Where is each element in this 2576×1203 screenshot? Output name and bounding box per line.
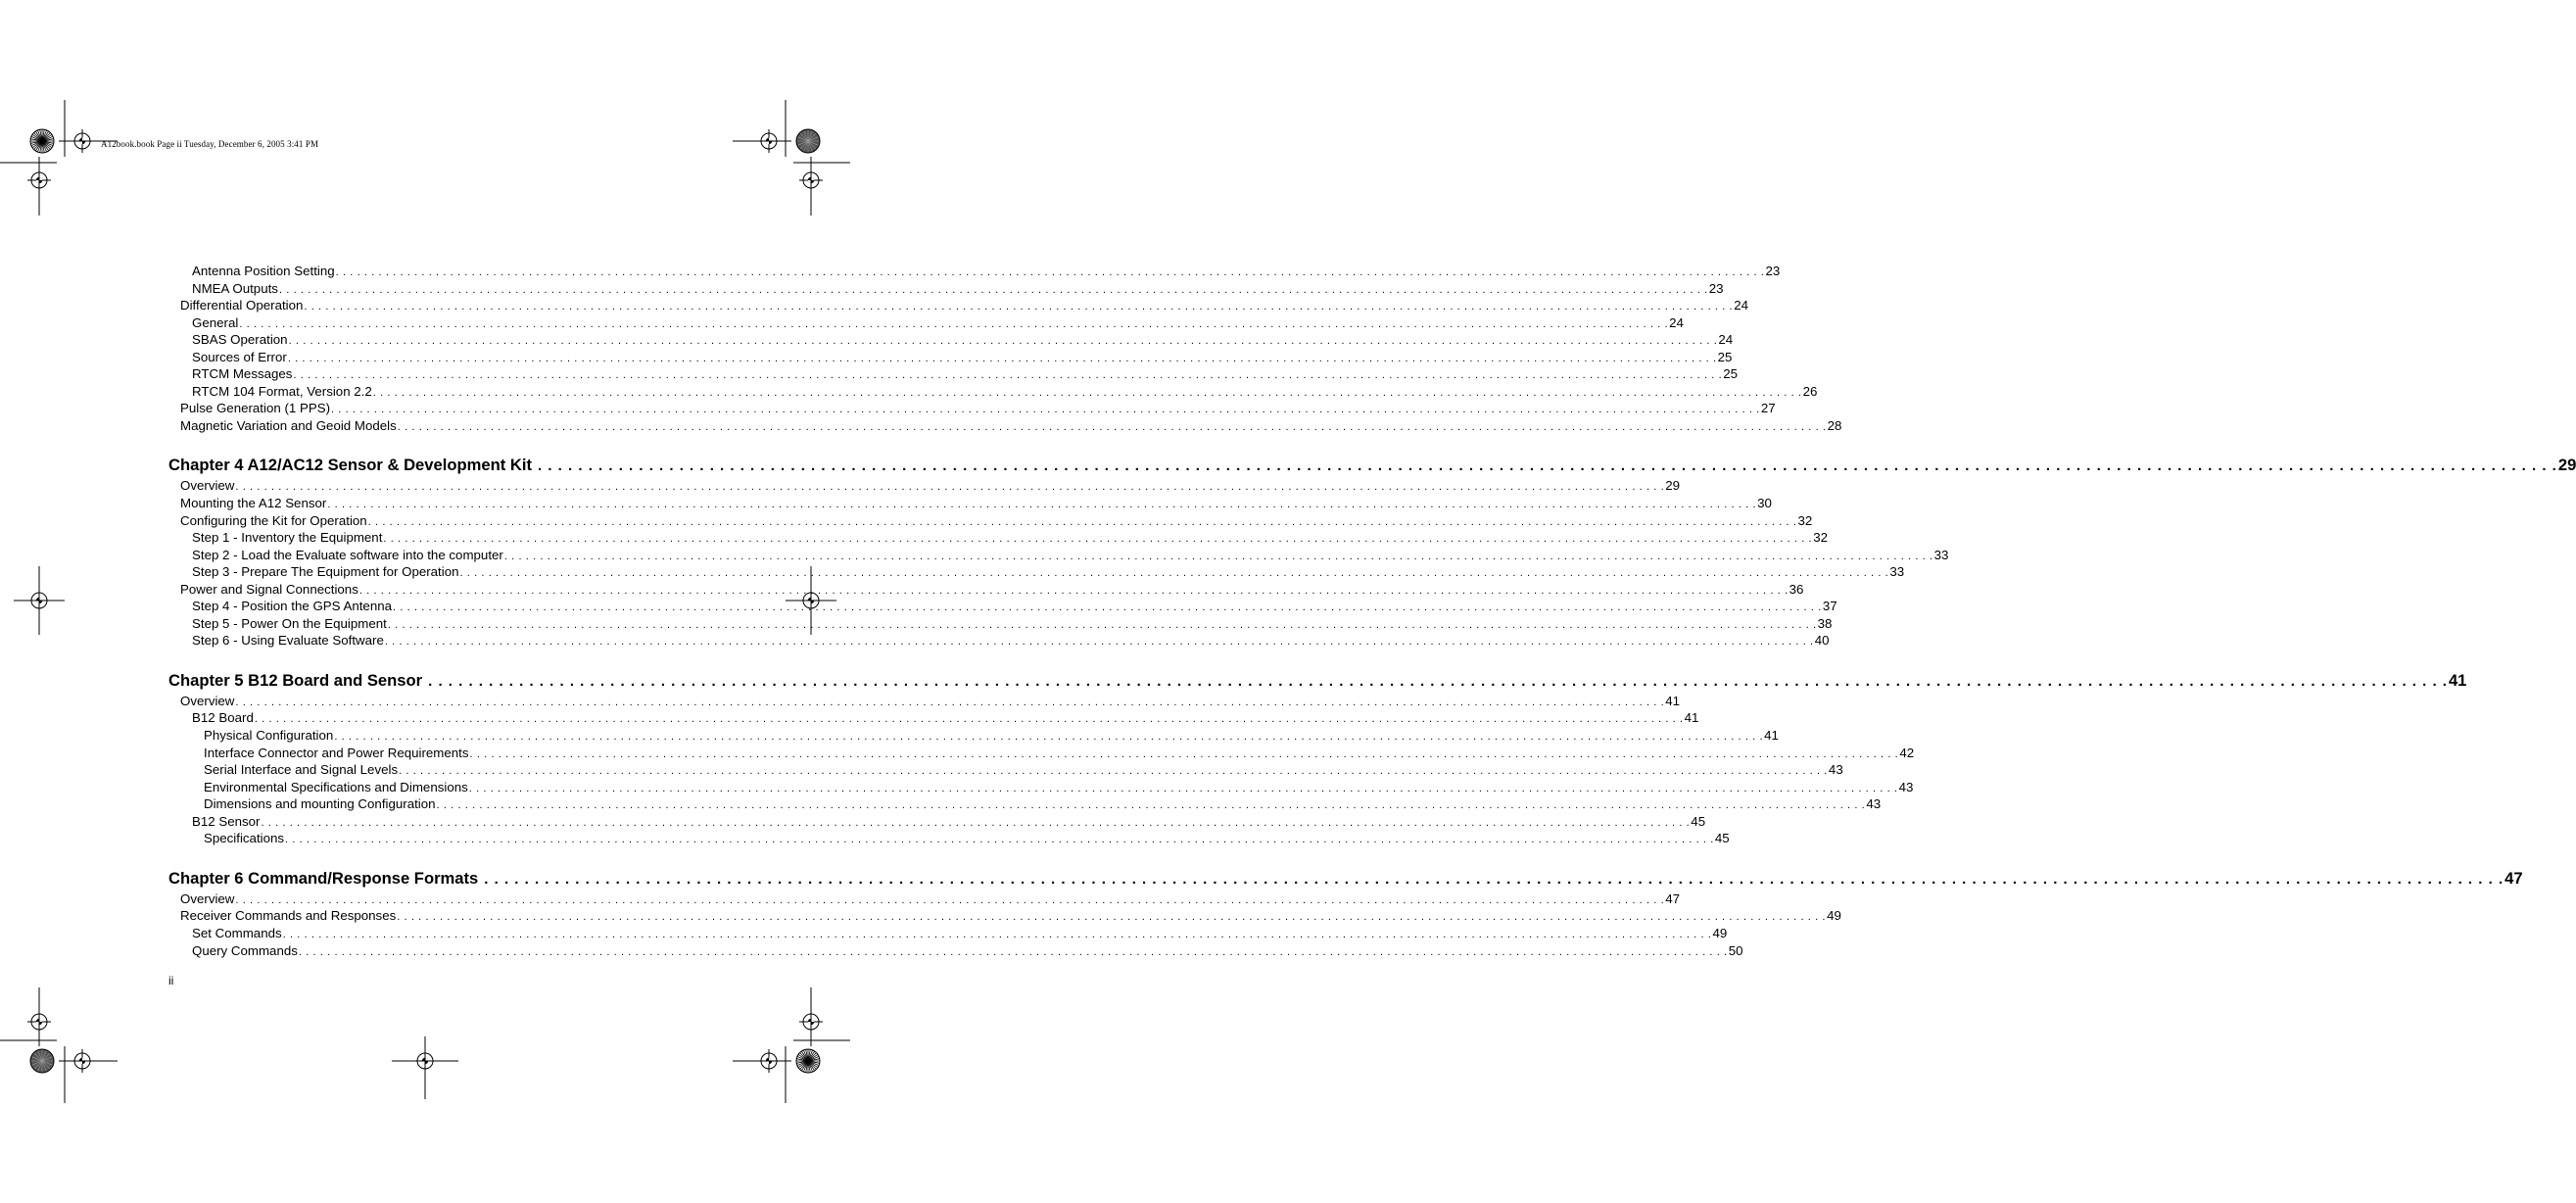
- toc-entry[interactable]: [168, 563, 1905, 581]
- toc-entry[interactable]: [168, 727, 1779, 745]
- toc-chapter-entry[interactable]: [168, 455, 2576, 476]
- toc-entry[interactable]: [168, 383, 1818, 401]
- toc-entry-page: 50: [1728, 942, 1743, 958]
- toc-entry-page: 33: [1933, 547, 1949, 562]
- dot-leader: . . . . . . . . . . . . . . . . . . . . . . . . . . . . . . . . . . . . . . . . . . . . . . . . . . . . . . . . . . . . . . . . . . . . . . . . . . . . . . . . . . . . . . . . . . . . . . . . . . . . . . . . . . . . . . . . . . . . . . . . . . . . . . . . . . . . . . . . . . . . . . . . . . . . . . . . . . . . . . . . . . . . . . . . . . . . . . . . . . . . . . . . . . . . . . . . . . . . . . . .: [235, 893, 1665, 906]
- toc-entry[interactable]: [168, 365, 1739, 383]
- toc-entry-title: Step 6 - Using Evaluate Software: [192, 633, 384, 649]
- toc-entry-title: B12 Board: [192, 710, 254, 726]
- dot-leader: . . . . . . . . . . . . . . . . . . . . . . . . . . . . . . . . . . . . . . . . . . . . . . . . . . . . . . . . . . . . . . . . . . . . . . . . . . . . . . . . . . . . . . . . . . . . . . . . . . . . . . . . . . . . . . . . . . . . . . . . . . . . . . . . . . . . . . . . . . . . . . . . . . . . . . . . . . . . . . . . . . . . . . . . . . . . . . . . . . . . . . . . . . . . . . . . . . . . . . . .: [503, 550, 1933, 562]
- toc-entry-title: SBAS Operation: [192, 332, 288, 348]
- toc-entry-page: 32: [1797, 512, 1813, 528]
- dot-leader: . . . . . . . . . . . . . . . . . . . . . . . . . . . . . . . . . . . . . . . . . . . . . . . . . . . . . . . . . . . . . . . . . . . . . . . . . . . . . . . . . . . . . . . . . . . . . . . . . . . . . . . . . . . . . . . . . . . . . . . . . . . . . . . . . . . . . . . . . . . . . . . . . . . . . . . . . . . . . . . . . . . . . . . . . . . . . . . . . . . . . . . . . . . . . . . . . . . . . . . .: [331, 404, 1760, 416]
- toc-entry-title: Sources of Error: [192, 349, 287, 364]
- toc-entry-page: 41: [1684, 710, 1699, 726]
- toc-entry-title: Serial Interface and Signal Levels: [204, 762, 399, 778]
- toc-entry-page: 49: [1712, 925, 1728, 940]
- color-bar-icon: [30, 1049, 54, 1073]
- toc-entry-title: Specifications: [204, 831, 285, 846]
- toc-entry-title: Overview: [180, 693, 235, 708]
- toc-entry-title: Dimensions and mounting Configuration: [204, 796, 436, 812]
- dot-leader: . . . . . . . . . . . . . . . . . . . . . . . . . . . . . . . . . . . . . . . . . . . . . . . . . . . . . . . . . . . . . . . . . . . . . . . . . . . . . . . . . . . . . . . . . . . . . . . . . . . . . . . . . . . . . . . . . . . . . . . . . . . . . . . . . . . . . . . . . . . . . . . . . . . . . . . . . . . . . . . . . . . . . . . . . . . . . . . . . . . . . . . . . . . . . . . . . . . . . . . .: [278, 283, 1708, 296]
- print-slug: A12book.book Page ii Tuesday, December 6, 2005 3:41 PM: [101, 139, 319, 149]
- toc-entry[interactable]: [168, 890, 1681, 908]
- toc-entry-title: Pulse Generation (1 PPS): [180, 401, 330, 416]
- dot-leader: . . . . . . . . . . . . . . . . . . . . . . . . . . . . . . . . . . . . . . . . . . . . . . . . . . . . . . . . . . . . . . . . . . . . . . . . . . . . . . . . . . . . . . . . . . . . . . . . . . . . . . . . . . . . . . . . . . . . . . . . . . . . . . . . . . . . . . . . . . . . . . . . . . . . . . . . . . . . . . . . . . . . . . . . . . . . . . . . . . . . . . . . . . . . . . . . . . . . . . . .: [293, 369, 1723, 382]
- dot-leader: . . . . . . . . . . . . . . . . . . . . . . . . . . . . . . . . . . . . . . . . . . . . . . . . . . . . . . . . . . . . . . . . . . . . . . . . . . . . . . . . . . . . . . . . . . . . . . . . . . . . . . . . . . . . . . . . . . . . . . . . . . . . . . . . . . . . . . . . . . . . . . . . . . . . . . . . . . . . . . . . . . . . . . . . . . . . . . . . . . . . . . . . . . . . . . . . . . . . . . . .: [335, 266, 1765, 278]
- dot-leader: . . . . . . . . . . . . . . . . . . . . . . . . . . . . . . . . . . . . . . . . . . . . . . . . . . . . . . . . . . . . . . . . . . . . . . . . . . . . . . . . . . . . . . . . . . . . . . . . . . . . . . . . . . . . . . . . . . . . . . . . . . . . . . . . . . . . . . . . . . . . . . . . . . . . . . . . . . . . . . . . . . . . . . . . . . . . . . . . . . . . . . . . . . . . . . . . . . . . . . . .: [285, 834, 1714, 846]
- toc-entry[interactable]: [168, 314, 1684, 332]
- toc-entry[interactable]: [168, 598, 1837, 615]
- toc-entry-title: Query Commands: [192, 942, 298, 958]
- toc-entry-title: Step 5 - Power On the Equipment: [192, 615, 387, 631]
- color-bar-icon: [30, 129, 54, 153]
- toc-entry[interactable]: [168, 795, 1882, 813]
- toc-entry-title: Receiver Commands and Responses: [180, 908, 397, 924]
- dot-leader: . . . . . . . . . . . . . . . . . . . . . . . . . . . . . . . . . . . . . . . . . . . . . . . . . . . . . . . . . . . . . . . . . . . . . . . . . . . . . . . . . . . . . . . . . . . . . . . . . . . . . . . . . . . . . . . . . . . . . . . . . . . . . . . . . . . . . . . . . . . . . . . . . . . . . . . . . . . . . . . . . . . . . . . . . . . . . . . . . . . . . . . . . . . . . . . . . . . . . . . .: [282, 928, 1712, 940]
- dot-leader: . . . . . . . . . . . . . . . . . . . . . . . . . . . . . . . . . . . . . . . . . . . . . . . . . . . . . . . . . . . . . . . . . . . . . . . . . . . . . . . . . . . . . . . . . . . . . . . . . . . . . . . . . . . . . . . . . . . . . . . . . . . . . . . . . . . . . . . . . . . . . . . . . . . . . . . . . . . . . . . . . . . . . . . . . . . . . . . . . . . . . . . . . . . . . . . . . . . . . . . .: [239, 317, 1669, 330]
- color-bar-icon: [796, 129, 820, 153]
- toc-entry-page: 47: [1665, 890, 1681, 906]
- toc-entry[interactable]: [168, 830, 1730, 847]
- dot-leader: . . . . . . . . . . . . . . . . . . . . . . . . . . . . . . . . . . . . . . . . . . . . . . . . . . . . . . . . . . . . . . . . . . . . . . . . . . . . . . . . . . . . . . . . . . . . . . . . . . . . . . . . . . . . . . . . . . . . . . . . . . . . . . . . . . . . . . . . . . . . . . . . . . . . . . . . . . . . . . . . . . . . . . . . . . . . . . . . . . . . . . . . . . . . . . . . . . . . . . . .: [367, 515, 1797, 528]
- dot-leader: . . . . . . . . . . . . . . . . . . . . . . . . . . . . . . . . . . . . . . . . . . . . . . . . . . . . . . . . . . . . . . . . . . . . . . . . . . . . . . . . . . . . . . . . . . . . . . . . . . . . . . . . . . . . . . . . . . . . . . . . . . . . . . . . . . . . . . . . . . . . . . . . . . . . . . . . . . . . . . . . . . . . . . . . . . . . . . . . . . . . . . . . . . . . . . . . . . . . . . . .: [287, 352, 1717, 364]
- toc-entry-page: 28: [1827, 417, 1842, 433]
- toc-entry[interactable]: [168, 907, 1841, 925]
- toc-entry-title: RTCM Messages: [192, 366, 293, 382]
- toc-entry-title: Magnetic Variation and Geoid Models: [180, 417, 397, 433]
- dot-leader: . . . . . . . . . . . . . . . . . . . . . . . . . . . . . . . . . . . . . . . . . . . . . . . . . . . . . . . . . . . . . . . . . . . . . . . . . . . . . . . . . . . . . . . . . . . . . . . . . . . . . . . . . . . . . . . . . . . . . . . . . . . . . . . . . . . . . . . . . . . . . . . . . . . . . . . . . . . . . . . . . . . . . . . . . . . . . . . . . . . . . . . . . . . . . . . . . . . . . . . .: [387, 618, 1817, 631]
- toc-entry-page: 43: [1866, 796, 1882, 812]
- dot-leader: . . . . . . . . . . . . . . . . . . . . . . . . . . . . . . . . . . . . . . . . . . . . . . . . . . . . . . . . . . . . . . . . . . . . . . . . . . . . . . . . . . . . . . . . . . . . . . . . . . . . . . . . . . . . . . . . . . . . . . . . . . . . . . . . . . . . . . . . . . . . . . . . . . . . . . . . . . . . . . . . . . . . . . . . . . . . . . . . . . . . . . . . . . . . . . . . . . . . . . . .: [358, 584, 1789, 597]
- toc-entry-title: RTCM 104 Format, Version 2.2: [192, 383, 372, 399]
- toc-entry-page: 29: [1665, 478, 1681, 494]
- dot-leader: . . . . . . . . . . . . . . . . . . . . . . . . . . . . . . . . . . . . . . . . . . . . . . . . . . . . . . . . . . . . . . . . . . . . . . . . . . . . . . . . . . . . . . . . . . . . . . . . . . . . . . . . . . . . . . . . . . . . . . . . . . . . . . . . . . . . . . . . . . . . . . . . . . . . . . . . . . . . . . . . . . . . . . . . . . . . . . . . . . . . . . . . . . . . . . . . . . . . . . . .: [538, 457, 2557, 475]
- dot-leader: . . . . . . . . . . . . . . . . . . . . . . . . . . . . . . . . . . . . . . . . . . . . . . . . . . . . . . . . . . . . . . . . . . . . . . . . . . . . . . . . . . . . . . . . . . . . . . . . . . . . . . . . . . . . . . . . . . . . . . . . . . . . . . . . . . . . . . . . . . . . . . . . . . . . . . . . . . . . . . . . . . . . . . . . . . . . . . . . . . . . . . . . . . . . . . . . . . . . . . . .: [484, 870, 2504, 888]
- toc-entry[interactable]: [168, 547, 1949, 564]
- toc-entry-page: 43: [1898, 779, 1914, 794]
- toc-entry-title: B12 Sensor: [192, 813, 261, 829]
- toc-entry[interactable]: [168, 477, 1681, 495]
- toc-entry-title: Configuring the Kit for Operation: [180, 512, 367, 528]
- toc-entry[interactable]: [168, 779, 1914, 796]
- toc-entry[interactable]: [168, 813, 1706, 831]
- toc-entry-page: 41: [1764, 728, 1779, 744]
- dot-leader: . . . . . . . . . . . . . . . . . . . . . . . . . . . . . . . . . . . . . . . . . . . . . . . . . . . . . . . . . . . . . . . . . . . . . . . . . . . . . . . . . . . . . . . . . . . . . . . . . . . . . . . . . . . . . . . . . . . . . . . . . . . . . . . . . . . . . . . . . . . . . . . . . . . . . . . . . . . . . . . . . . . . . . . . . . . . . . . . . . . . . . . . . . . . . . . . . . . . . . . .: [298, 945, 1728, 958]
- dot-leader: . . . . . . . . . . . . . . . . . . . . . . . . . . . . . . . . . . . . . . . . . . . . . . . . . . . . . . . . . . . . . . . . . . . . . . . . . . . . . . . . . . . . . . . . . . . . . . . . . . . . . . . . . . . . . . . . . . . . . . . . . . . . . . . . . . . . . . . . . . . . . . . . . . . . . . . . . . . . . . . . . . . . . . . . . . . . . . . . . . . . . . . . . . . . . . . . . . . . . . . .: [397, 420, 1827, 433]
- toc-entry-title: Power and Signal Connections: [180, 581, 358, 597]
- toc-entry-page: 43: [1828, 762, 1843, 778]
- toc-entry[interactable]: [168, 400, 1776, 417]
- toc-entry[interactable]: [168, 925, 1728, 942]
- toc-entry-title: Step 2 - Load the Evaluate software into the computer: [192, 547, 503, 562]
- toc-entry-title: NMEA Outputs: [192, 280, 278, 296]
- toc-entry-page: 29: [2557, 456, 2576, 475]
- toc-entry[interactable]: [168, 632, 1830, 650]
- toc-entry-page: 24: [1718, 332, 1734, 348]
- toc-entry-page: 24: [1669, 314, 1684, 330]
- toc-entry[interactable]: [168, 761, 1843, 779]
- toc-entry[interactable]: [168, 512, 1813, 530]
- toc-entry-title: Set Commands: [192, 925, 282, 940]
- toc-entry-title: General: [192, 314, 239, 330]
- dot-leader: . . . . . . . . . . . . . . . . . . . . . . . . . . . . . . . . . . . . . . . . . . . . . . . . . . . . . . . . . . . . . . . . . . . . . . . . . . . . . . . . . . . . . . . . . . . . . . . . . . . . . . . . . . . . . . . . . . . . . . . . . . . . . . . . . . . . . . . . . . . . . . . . . . . . . . . . . . . . . . . . . . . . . . . . . . . . . . . . . . . . . . . . . . . . . . . . . . . . . . . .: [372, 386, 1802, 399]
- toc-entry[interactable]: [168, 297, 1749, 314]
- toc-entry-title: Interface Connector and Power Requirements: [204, 745, 469, 760]
- toc-entry-title: Overview: [180, 478, 235, 494]
- toc-entry-page: 45: [1691, 813, 1706, 829]
- dot-leader: . . . . . . . . . . . . . . . . . . . . . . . . . . . . . . . . . . . . . . . . . . . . . . . . . . . . . . . . . . . . . . . . . . . . . . . . . . . . . . . . . . . . . . . . . . . . . . . . . . . . . . . . . . . . . . . . . . . . . . . . . . . . . . . . . . . . . . . . . . . . . . . . . . . . . . . . . . . . . . . . . . . . . . . . . . . . . . . . . . . . . . . . . . . . . . . . . . . . . . . .: [468, 782, 1898, 794]
- toc-entry[interactable]: [168, 709, 1699, 727]
- toc-entry-page: 24: [1734, 298, 1749, 313]
- toc-entry-page: 33: [1889, 564, 1905, 580]
- dot-leader: . . . . . . . . . . . . . . . . . . . . . . . . . . . . . . . . . . . . . . . . . . . . . . . . . . . . . . . . . . . . . . . . . . . . . . . . . . . . . . . . . . . . . . . . . . . . . . . . . . . . . . . . . . . . . . . . . . . . . . . . . . . . . . . . . . . . . . . . . . . . . . . . . . . . . . . . . . . . . . . . . . . . . . . . . . . . . . . . . . . . . . . . . . . . . . . . . . . . . . . .: [399, 765, 1828, 778]
- page-number: ii: [168, 974, 174, 987]
- toc-entry[interactable]: [168, 745, 1915, 762]
- toc-entry-title: Chapter 5 B12 Board and Sensor: [168, 670, 423, 690]
- dot-leader: . . . . . . . . . . . . . . . . . . . . . . . . . . . . . . . . . . . . . . . . . . . . . . . . . . . . . . . . . . . . . . . . . . . . . . . . . . . . . . . . . . . . . . . . . . . . . . . . . . . . . . . . . . . . . . . . . . . . . . . . . . . . . . . . . . . . . . . . . . . . . . . . . . . . . . . . . . . . . . . . . . . . . . . . . . . . . . . . . . . . . . . . . . . . . . . . . . . . . . . .: [254, 713, 1684, 726]
- dot-leader: . . . . . . . . . . . . . . . . . . . . . . . . . . . . . . . . . . . . . . . . . . . . . . . . . . . . . . . . . . . . . . . . . . . . . . . . . . . . . . . . . . . . . . . . . . . . . . . . . . . . . . . . . . . . . . . . . . . . . . . . . . . . . . . . . . . . . . . . . . . . . . . . . . . . . . . . . . . . . . . . . . . . . . . . . . . . . . . . . . . . . . . . . . . . . . . . . . . . . . . .: [304, 301, 1734, 313]
- toc-entry-page: 25: [1717, 349, 1733, 364]
- dot-leader: . . . . . . . . . . . . . . . . . . . . . . . . . . . . . . . . . . . . . . . . . . . . . . . . . . . . . . . . . . . . . . . . . . . . . . . . . . . . . . . . . . . . . . . . . . . . . . . . . . . . . . . . . . . . . . . . . . . . . . . . . . . . . . . . . . . . . . . . . . . . . . . . . . . . . . . . . . . . . . . . . . . . . . . . . . . . . . . . . . . . . . . . . . . . . . . . . . . . . . . .: [383, 533, 1813, 546]
- toc-entry[interactable]: [168, 529, 1829, 547]
- toc-entry[interactable]: [168, 263, 1781, 280]
- dot-leader: . . . . . . . . . . . . . . . . . . . . . . . . . . . . . . . . . . . . . . . . . . . . . . . . . . . . . . . . . . . . . . . . . . . . . . . . . . . . . . . . . . . . . . . . . . . . . . . . . . . . . . . . . . . . . . . . . . . . . . . . . . . . . . . . . . . . . . . . . . . . . . . . . . . . . . . . . . . . . . . . . . . . . . . . . . . . . . . . . . . . . . . . . . . . . . . . . . . . . . . .: [327, 499, 1757, 511]
- toc-entry-page: 45: [1714, 831, 1730, 846]
- toc-entry-page: 41: [1665, 693, 1681, 708]
- toc-entry-page: 23: [1708, 280, 1724, 296]
- dot-leader: . . . . . . . . . . . . . . . . . . . . . . . . . . . . . . . . . . . . . . . . . . . . . . . . . . . . . . . . . . . . . . . . . . . . . . . . . . . . . . . . . . . . . . . . . . . . . . . . . . . . . . . . . . . . . . . . . . . . . . . . . . . . . . . . . . . . . . . . . . . . . . . . . . . . . . . . . . . . . . . . . . . . . . . . . . . . . . . . . . . . . . . . . . . . . . . . . . . . . . . .: [393, 602, 1822, 614]
- toc-entry-title: Chapter 6 Command/Response Formats: [168, 868, 479, 888]
- dot-leader: . . . . . . . . . . . . . . . . . . . . . . . . . . . . . . . . . . . . . . . . . . . . . . . . . . . . . . . . . . . . . . . . . . . . . . . . . . . . . . . . . . . . . . . . . . . . . . . . . . . . . . . . . . . . . . . . . . . . . . . . . . . . . . . . . . . . . . . . . . . . . . . . . . . . . . . . . . . . . . . . . . . . . . . . . . . . . . . . . . . . . . . . . . . . . . . . . . . . . . . .: [459, 567, 1889, 580]
- toc-entry-title: Mounting the A12 Sensor: [180, 496, 327, 511]
- toc-entry-title: Chapter 4 A12/AC12 Sensor & Development Kit: [168, 456, 533, 475]
- toc-entry[interactable]: [168, 693, 1681, 710]
- dot-leader: . . . . . . . . . . . . . . . . . . . . . . . . . . . . . . . . . . . . . . . . . . . . . . . . . . . . . . . . . . . . . . . . . . . . . . . . . . . . . . . . . . . . . . . . . . . . . . . . . . . . . . . . . . . . . . . . . . . . . . . . . . . . . . . . . . . . . . . . . . . . . . . . . . . . . . . . . . . . . . . . . . . . . . . . . . . . . . . . . . . . . . . . . . . . . . . . . . . . . . . .: [235, 696, 1665, 708]
- dot-leader: . . . . . . . . . . . . . . . . . . . . . . . . . . . . . . . . . . . . . . . . . . . . . . . . . . . . . . . . . . . . . . . . . . . . . . . . . . . . . . . . . . . . . . . . . . . . . . . . . . . . . . . . . . . . . . . . . . . . . . . . . . . . . . . . . . . . . . . . . . . . . . . . . . . . . . . . . . . . . . . . . . . . . . . . . . . . . . . . . . . . . . . . . . . . . . . . . . . . . . . .: [436, 799, 1866, 812]
- toc-entry-page: 27: [1760, 401, 1776, 416]
- dot-leader: . . . . . . . . . . . . . . . . . . . . . . . . . . . . . . . . . . . . . . . . . . . . . . . . . . . . . . . . . . . . . . . . . . . . . . . . . . . . . . . . . . . . . . . . . . . . . . . . . . . . . . . . . . . . . . . . . . . . . . . . . . . . . . . . . . . . . . . . . . . . . . . . . . . . . . . . . . . . . . . . . . . . . . . . . . . . . . . . . . . . . . . . . . . . . . . . . . . . . . . .: [384, 636, 1814, 649]
- toc-entry-page: 49: [1827, 908, 1841, 924]
- table-of-contents: [168, 263, 2576, 959]
- toc-entry[interactable]: [168, 942, 1743, 960]
- toc-entry-page: 26: [1802, 383, 1818, 399]
- dot-leader: . . . . . . . . . . . . . . . . . . . . . . . . . . . . . . . . . . . . . . . . . . . . . . . . . . . . . . . . . . . . . . . . . . . . . . . . . . . . . . . . . . . . . . . . . . . . . . . . . . . . . . . . . . . . . . . . . . . . . . . . . . . . . . . . . . . . . . . . . . . . . . . . . . . . . . . . . . . . . . . . . . . . . . . . . . . . . . . . . . . . . . . . . . . . . . . . . . . . . . . .: [235, 481, 1665, 494]
- dot-leader: . . . . . . . . . . . . . . . . . . . . . . . . . . . . . . . . . . . . . . . . . . . . . . . . . . . . . . . . . . . . . . . . . . . . . . . . . . . . . . . . . . . . . . . . . . . . . . . . . . . . . . . . . . . . . . . . . . . . . . . . . . . . . . . . . . . . . . . . . . . . . . . . . . . . . . . . . . . . . . . . . . . . . . . . . . . . . . . . . . . . . . . . . . . . . . . . . . . . . . . .: [397, 911, 1827, 924]
- dot-leader: . . . . . . . . . . . . . . . . . . . . . . . . . . . . . . . . . . . . . . . . . . . . . . . . . . . . . . . . . . . . . . . . . . . . . . . . . . . . . . . . . . . . . . . . . . . . . . . . . . . . . . . . . . . . . . . . . . . . . . . . . . . . . . . . . . . . . . . . . . . . . . . . . . . . . . . . . . . . . . . . . . . . . . . . . . . . . . . . . . . . . . . . . . . . . . . . . . . . . . . .: [334, 731, 1764, 744]
- dot-leader: . . . . . . . . . . . . . . . . . . . . . . . . . . . . . . . . . . . . . . . . . . . . . . . . . . . . . . . . . . . . . . . . . . . . . . . . . . . . . . . . . . . . . . . . . . . . . . . . . . . . . . . . . . . . . . . . . . . . . . . . . . . . . . . . . . . . . . . . . . . . . . . . . . . . . . . . . . . . . . . . . . . . . . . . . . . . . . . . . . . . . . . . . . . . . . . . . . . . . . . .: [469, 747, 1899, 760]
- toc-entry-title: Step 4 - Position the GPS Antenna: [192, 599, 393, 614]
- toc-entry-page: 47: [2504, 868, 2523, 888]
- toc-entry-page: 23: [1765, 264, 1781, 278]
- toc-entry-page: 40: [1814, 633, 1830, 649]
- toc-entry-title: Differential Operation: [180, 298, 304, 313]
- toc-entry[interactable]: [168, 349, 1733, 366]
- toc-entry-title: Antenna Position Setting: [192, 264, 335, 278]
- toc-entry-page: 37: [1822, 599, 1837, 614]
- toc-entry-page: 32: [1813, 530, 1829, 546]
- toc-entry[interactable]: [168, 615, 1833, 633]
- toc-entry[interactable]: [168, 495, 1772, 512]
- toc-entry[interactable]: [168, 331, 1734, 349]
- toc-entry[interactable]: [168, 280, 1724, 298]
- toc-entry[interactable]: [168, 417, 1842, 435]
- toc-entry-title: Step 1 - Inventory the Equipment: [192, 530, 383, 546]
- color-bar-icon: [796, 1049, 820, 1073]
- toc-entry-title: Physical Configuration: [204, 728, 334, 744]
- toc-entry-page: 38: [1817, 615, 1833, 631]
- toc-entry-page: 36: [1789, 581, 1804, 597]
- toc-entry[interactable]: [168, 581, 1804, 599]
- dot-leader: . . . . . . . . . . . . . . . . . . . . . . . . . . . . . . . . . . . . . . . . . . . . . . . . . . . . . . . . . . . . . . . . . . . . . . . . . . . . . . . . . . . . . . . . . . . . . . . . . . . . . . . . . . . . . . . . . . . . . . . . . . . . . . . . . . . . . . . . . . . . . . . . . . . . . . . . . . . . . . . . . . . . . . . . . . . . . . . . . . . . . . . . . . . . . . . . . . . . . . . .: [288, 335, 1718, 348]
- toc-entry-page: 42: [1899, 745, 1915, 760]
- toc-entry-page: 25: [1723, 366, 1739, 382]
- toc-entry-title: Overview: [180, 890, 235, 906]
- dot-leader: . . . . . . . . . . . . . . . . . . . . . . . . . . . . . . . . . . . . . . . . . . . . . . . . . . . . . . . . . . . . . . . . . . . . . . . . . . . . . . . . . . . . . . . . . . . . . . . . . . . . . . . . . . . . . . . . . . . . . . . . . . . . . . . . . . . . . . . . . . . . . . . . . . . . . . . . . . . . . . . . . . . . . . . . . . . . . . . . . . . . . . . . . . . . . . . . . . . . . . . .: [261, 816, 1691, 829]
- toc-chapter-entry[interactable]: [168, 868, 2523, 890]
- toc-entry-title: Step 3 - Prepare The Equipment for Operation: [192, 564, 459, 580]
- toc-entry-page: 41: [2448, 670, 2467, 690]
- toc-chapter-entry[interactable]: [168, 670, 2467, 692]
- toc-entry-title: Environmental Specifications and Dimensions: [204, 779, 468, 794]
- toc-entry-page: 30: [1757, 496, 1772, 511]
- dot-leader: . . . . . . . . . . . . . . . . . . . . . . . . . . . . . . . . . . . . . . . . . . . . . . . . . . . . . . . . . . . . . . . . . . . . . . . . . . . . . . . . . . . . . . . . . . . . . . . . . . . . . . . . . . . . . . . . . . . . . . . . . . . . . . . . . . . . . . . . . . . . . . . . . . . . . . . . . . . . . . . . . . . . . . . . . . . . . . . . . . . . . . . . . . . . . . . . . . . . . . . .: [428, 672, 2448, 690]
